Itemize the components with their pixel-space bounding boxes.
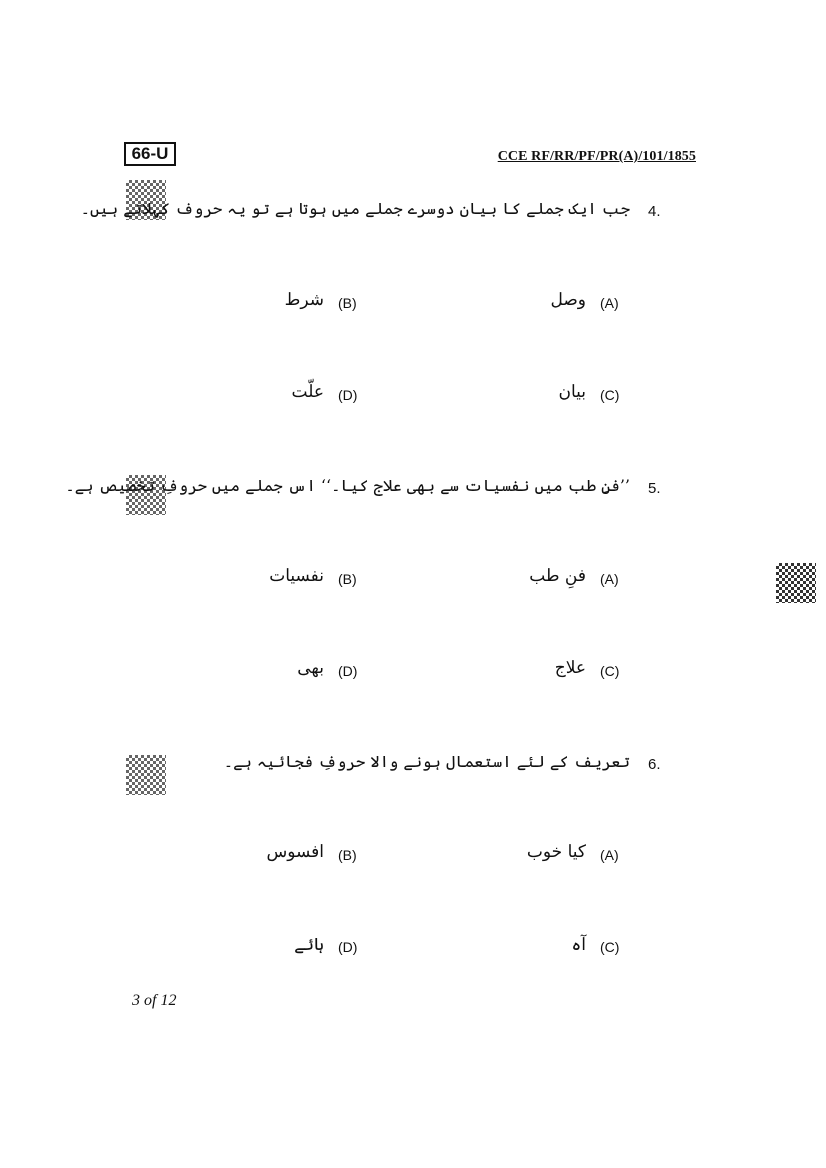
option-text-d: ہائے <box>294 935 324 955</box>
question-number: 4. <box>648 203 661 220</box>
qr-code-icon <box>126 755 166 795</box>
question-number: 5. <box>648 480 661 497</box>
exam-reference: CCE RF/RR/PF/PR(A)/101/1855 <box>497 149 696 164</box>
option-text-c: بیان <box>558 382 586 402</box>
option-text-b: افسوس <box>266 842 324 862</box>
option-text-a: کیا خوب <box>526 842 586 862</box>
option-label-a: (A) <box>600 571 619 587</box>
option-label-a: (A) <box>600 295 619 311</box>
option-label-d: (D) <box>338 939 358 955</box>
option-label-a: (A) <box>600 847 619 863</box>
option-text-d: بھی <box>297 658 324 678</box>
option-label-c: (C) <box>600 663 620 679</box>
question-text: جب ایک جملے کا بیان دوسرے جملے میں ہوتا ہے تو یہ حروف کہلاتے ہیں۔ <box>80 199 630 218</box>
option-text-c: علاج <box>554 658 586 678</box>
option-label-d: (D) <box>338 387 358 403</box>
question-number: 6. <box>648 756 661 773</box>
option-label-b: (B) <box>338 847 357 863</box>
option-text-b: شرط <box>284 290 324 310</box>
option-label-b: (B) <box>338 295 357 311</box>
option-label-b: (B) <box>338 571 357 587</box>
option-text-a: فنِ طب <box>529 566 586 586</box>
option-text-b: نفسیات <box>269 566 324 586</box>
option-label-c: (C) <box>600 387 620 403</box>
option-label-c: (C) <box>600 939 620 955</box>
qr-code-icon <box>776 563 816 603</box>
option-text-d: علّت <box>291 382 324 402</box>
option-text-a: وصل <box>550 290 586 310</box>
option-text-c: آہ <box>571 935 586 955</box>
question-text: تعریف کے لئے استعمال ہونے والا حروفِ فجائیہ ہے۔ <box>223 752 630 771</box>
option-label-d: (D) <box>338 663 358 679</box>
page-number: 3 of 12 <box>132 992 177 1009</box>
paper-code-box: 66-U <box>124 142 176 166</box>
question-text: ’’فنِ طب میں نفسیات سے بھی علاج کیا۔‘‘ اس جملے میں حروفِ تخصیص ہے۔ <box>65 476 630 495</box>
